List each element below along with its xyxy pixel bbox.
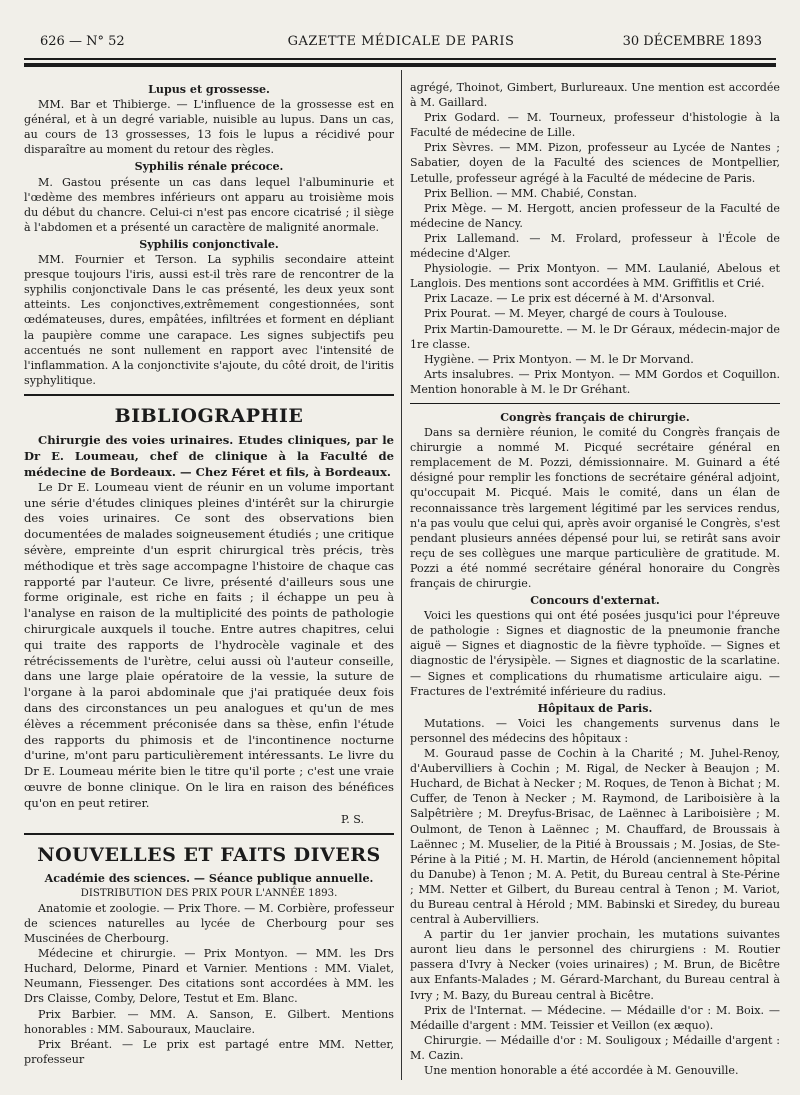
header-rule-top — [24, 58, 776, 60]
physiologie-paragraph: Physiologie. — Prix Montyon. — MM. Laulanié, Abelous et Langlois. Des mentions sont accordées à MM. Griffitlis et Crié. — [410, 262, 780, 291]
sevres-paragraph: Prix Sèvres. — MM. Pizon, professeur au Lycée de Nantes ; Sabatier, doyen de la Faculté des sciences de Montpellier, Letulle, professeur agrégé à la Faculté de médecine de Paris. — [410, 141, 780, 185]
gouraud-paragraph: M. Gouraud passe de Cochin à la Charité ; M. Juhel-Renoy, d'Aubervilliers à Cochin ; M. Rigal, de Necker à Beaujon ; M. Huchard, de Bichat à Necker ; M. Roques, de Tenon à Bichat ; M. Cuffer, de Tenon à Necker ; M. Raymond, de Lariboisière à la Salpêtrière ; M. Dreyfus-Brisac, de Laënnec à Lariboisière ; M. Oulmont, de Tenon à Laënnec ; M. Chauffard, de Broussais à Laënnec ; M. Muselier, de la Pitié à Broussais ; M. Josias, de Ste-Périne à la Pitié ; M. H. Martin, de Hérold (anciennement hôpital du Danube) à Tenon ; M. A. Petit, du Bureau central à Ste-Périne ; MM. Netter et Gilbert, du Bureau central à Tenon ; M. Variot, du Bureau central à Hérold ; MM. Babinski et Siredey, du bureau central à Aubervilliers. — [410, 747, 780, 927]
nouvelles-heading: NOUVELLES ET FAITS DIVERS — [37, 843, 381, 866]
lupus-paragraph: MM. Bar et Thibierge. — L'influence de la grossesse est en général, et à un degré variable, nuisible au lupus. Dans un cas, au cours de 13 grossesses, 13 fois le lupus a récidivé pour disparaître au moment du retour des règles. — [24, 98, 394, 157]
bibliographie-paragraph: Le Dr E. Loumeau vient de réunir en un volume important une série d'études cliniques pleines d'intérêt sur la chirurgie des voies urinaires. Ce sont des observations bien documentées de malades soigneusement étudiés ; une critique sévère, empreinte d'un esprit chirurgical très précis, très méthodique et très sage accompagne l'histoire de chaque cas rapporté par l'auteur. Ce livre, présenté d'ailleurs sous une forme originale, est riche en faits ; il échappe un peu à l'analyse en raison de la multiplicité des points de pathologie chirurgicale auxquels il touche. Entre autres chapitres, celui qui traite des rapports de l'hydrocèle vaginale et des rétrécissements de l'urètre, celui aussi où l'auteur conseille, dans une large plaie opératoire de la vessie, la suture de l'organe à la paroi abdominale que j'ai pratiquée deux fois dans des circonstances un peu analogues et qu'un de mes élèves a récemment préconisée dans sa thèse, enfin l'étude des rapports du phimosis et de l'incontinence nocturne d'urine, m'ont paru particulièrement intéressants. Le livre du Dr E. Loumeau mérite bien le titre qu'il porte ; c'est une vraie œuvre de bonne clinique. On le lira en raison des bénéfices qu'on en peut retirer. — [24, 479, 394, 810]
concours-paragraph: Voici les questions qui ont été posées jusqu'ici pour l'épreuve de pathologie : Signes et diagnostic de la pneumonie franche aiguë — Signes et diagnostic de la fièvre typhoïde. — Signes et diagnostic de l'érysipèle. — Signes et diagnostic de la scarlatine. — Signes et complications du rhumatisme articulaire aigu. — Fractures de l'extrémité inférieure du radius. — [410, 609, 780, 698]
continued-paragraph: agrégé, Thoinot, Gimbert, Burlureaux. Une mention est accordée à M. Gaillard. — [410, 81, 780, 110]
syphilis-renale-heading: Syphilis rénale précoce. — [134, 160, 284, 174]
section-rule-2 — [24, 833, 394, 835]
academie-heading: Académie des sciences. — Séance publique annuelle. — [44, 871, 374, 885]
lallemand-paragraph: Prix Lallemand. — M. Frolard, professeur à l'École de médecine d'Alger. — [410, 231, 780, 261]
column-divider — [401, 70, 402, 1080]
issue-date: 30 DÉCEMBRE 1893 — [622, 34, 762, 49]
hygiene-paragraph: Hygiène. — Prix Montyon. — M. le Dr Morvand. — [424, 352, 694, 366]
breant-paragraph: Prix Bréant. — Le prix est partagé entre MM. Netter, professeur — [24, 1037, 394, 1066]
page-header — [40, 34, 762, 54]
barbier-paragraph: Prix Barbier. — MM. A. Sanson, E. Gilbert. Mentions honorables : MM. Sabouraux, Mauclaire. — [24, 1007, 394, 1036]
syphilis-renale-paragraph: M. Gastou présente un cas dans lequel l'albuminurie et l'œdème des membres inférieurs ont apparu au troisième mois du début du chancre. Celui-ci n'est pas encore cicatrisé ; il siège à l'abdomen et a présenté un caractère de malignité anormale. — [24, 175, 394, 234]
medecine-paragraph: Médecine et chirurgie. — Prix Montyon. — MM. les Drs Huchard, Delorme, Pinard et Varnier. Mentions : MM. Vialet, Neumann, Fiessenger. Des citations sont accordées à MM. les Drs Claisse, Comby, Delore, Testut et Em. Blanc. — [24, 947, 394, 1006]
mention-paragraph: Une mention honorable a été accordée à M. Genouville. — [424, 1064, 739, 1077]
bibliographie-heading: BIBLIOGRAPHIE — [114, 404, 304, 427]
martin-paragraph: Prix Martin-Damourette. — M. le Dr Géraux, médecin-major de 1re classe. — [410, 322, 780, 351]
signature: P. S. — [341, 812, 364, 826]
arts-paragraph: Arts insalubres. — Prix Montyon. — MM Gordos et Coquillon. Mention honorable à M. le Dr Gréhant. — [410, 367, 780, 396]
pourat-paragraph: Prix Pourat. — M. Meyer, chargé de cours à Toulouse. — [424, 307, 728, 321]
congres-heading: Congrès français de chirurgie. — [500, 410, 690, 424]
book-reference: Chirurgie des voies urinaires. Etudes cliniques, par le Dr E. Loumeau, chef de clinique à la Faculté de médecine de Bordeaux. — Chez Féret et fils, à Bordeaux. — [24, 432, 394, 479]
right-column — [410, 80, 780, 1078]
bellion-paragraph: Prix Bellion. — MM. Chabié, Constan. — [424, 186, 637, 200]
mege-paragraph: Prix Mège. — M. Hergott, ancien professeur de la Faculté de médecine de Nancy. — [410, 201, 780, 230]
right-rule-1 — [410, 403, 780, 404]
congres-paragraph: Dans sa dernière réunion, le comité du Congrès français de chirurgie a nommé M. Picqué secrétaire général en remplacement de M. Pozzi, démissionnaire. M. Guinard a été désigné pour remplir les fonctions de secrétaire général adjoint, qu'occupait M. Picqué. Mais le comité, dans un élan de reconnaissance très largement légitimé par les services rendus, n'a pas voulu que celui qui, après avoir organisé le Congrès, s'est pendant plusieurs années dépensé pour lui, se retirât sans avoir reçu de ses collègues une marque particulière de gratitude. M. Pozzi a été nommé secrétaire général honoraire du Congrès français de chirurgie. — [410, 426, 780, 590]
concours-heading: Concours d'externat. — [530, 594, 660, 608]
lupus-heading: Lupus et grossesse. — [148, 83, 270, 96]
syphilis-conjonctivale-heading: Syphilis conjonctivale. — [139, 237, 279, 251]
hopitaux-heading: Hôpitaux de Paris. — [537, 701, 653, 715]
internat-paragraph: Prix de l'Internat. — Médecine. — Médaille d'or : M. Boix. — Médaille d'argent : MM. Teissier et Veillon (ex æquo). — [410, 1003, 780, 1032]
janvier-paragraph: A partir du 1er janvier prochain, les mutations suivantes auront lieu dans le personnel des chirurgiens : M. Routier passera d'Ivry à Necker (voies urinaires) ; M. Brun, de Bicêtre aux Enfants-Malades ; M. Gérard-Marchant, du Bureau central à Ivry ; M. Bazy, du Bureau central à Bicêtre. — [410, 928, 780, 1002]
anatomie-paragraph: Anatomie et zoologie. — Prix Thore. — M. Corbière, professeur de sciences naturelles au lycée de Cherbourg pour ses Muscinées de Cherbourg. — [24, 901, 394, 946]
chirurgie-paragraph: Chirurgie. — Médaille d'or : M. Souligoux ; Médaille d'argent : M. Cazin. — [410, 1033, 780, 1062]
godard-paragraph: Prix Godard. — M. Tourneux, professeur d'histologie à la Faculté de médecine de Lille. — [410, 111, 780, 140]
header-rule-bottom — [24, 63, 776, 67]
lacaze-paragraph: Prix Lacaze. — Le prix est décerné à M. d'Arsonval. — [424, 292, 715, 306]
distribution-heading: DISTRIBUTION DES PRIX POUR L'ANNÉE 1893. — [80, 887, 338, 899]
mutations-paragraph: Mutations. — Voici les changements survenus dans le personnel des médecins des hôpitaux : — [410, 716, 780, 745]
journal-title: GAZETTE MÉDICALE DE PARIS — [287, 34, 515, 49]
section-rule — [24, 394, 394, 396]
page-number: 626 — N° 52 — [40, 34, 125, 49]
syphilis-conjonctivale-paragraph: MM. Fournier et Terson. La syphilis secondaire atteint presque toujours l'iris, aussi est-il très rare de rencontrer de la syphilis conjonctivale Dans le cas présenté, les deux yeux sont atteints. Les conjonctives,extrêmement congestionnées, sont œdémateuses, dures, empâtées, infiltrées et forment en dépliant la paupière comme une carapace. Les signes subjectifs peu accentués ne sont nullement en rapport avec l'intensité de l'inflammation. A la conjonctivite s'ajoute, du côté droit, de l'iritis syphylitique. — [24, 253, 394, 387]
left-column — [24, 80, 394, 1067]
